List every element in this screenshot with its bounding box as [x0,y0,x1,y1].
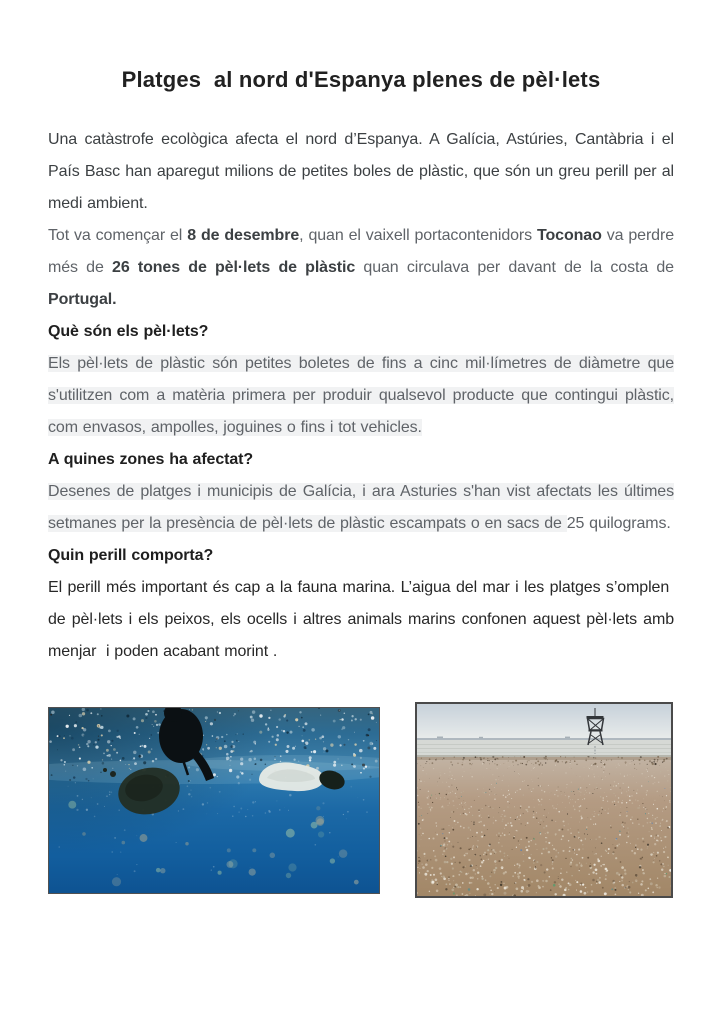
paragraph-origin: Tot va començar el 8 de desembre, quan el vaixell portacontenidors Toconao va perdre més de 26 tones de pèl·lets de plàstic quan circulava per davant de la costa de Portugal. [48,227,675,308]
page-title: Platges al nord d'Espanya plenes de pèl·lets [121,67,601,92]
paragraph-affected-zones: Desenes de platges i municipis de Galícia, i ara Asturies s'han vist afectats les últimes setmanes per la presència de pèl·lets de plàstic escampats o en sacs de 25 quilograms. [48,483,674,532]
underwater-plastic-photo [48,707,380,894]
underwater-plastic-illustration [49,708,379,893]
paragraph-intro: Una catàstrofe ecològica afecta el nord d’Espanya. A Galícia, Astúries, Cantàbria i el País Basc han aparegut milions de petites boles de plàstic, que són un greu perill per al medi ambient. [48,131,674,212]
paragraph-what-are-pellets: Els pèl·lets de plàstic són petites boletes de fins a cinc mil·límetres de diàmetre que s'utilitzen com a matèria primera per produir qualsevol producte que contingui plàstic, com envasos, ampolles, joguines o fins i tot vehicles. [48,355,674,436]
beach-pellets-illustration [417,704,671,896]
paragraph-danger: El perill més important és cap a la fauna marina. L’aigua del mar i les platges s’omplen de pèl·lets i els peixos, els ocells i altres animals marins confonen aquest pèl·lets amb menjar i poden acabant morint . [48,579,674,660]
heading-what-are-pellets: Què són els pèl·lets? [48,323,209,340]
heading-affected-zones: A quines zones ha afectat? [48,451,254,468]
heading-danger: Quin perill comporta? [48,547,214,564]
figure-row [48,702,674,898]
article-body [48,124,674,668]
beach-pellets-photo [415,702,673,898]
document-content [48,62,674,898]
